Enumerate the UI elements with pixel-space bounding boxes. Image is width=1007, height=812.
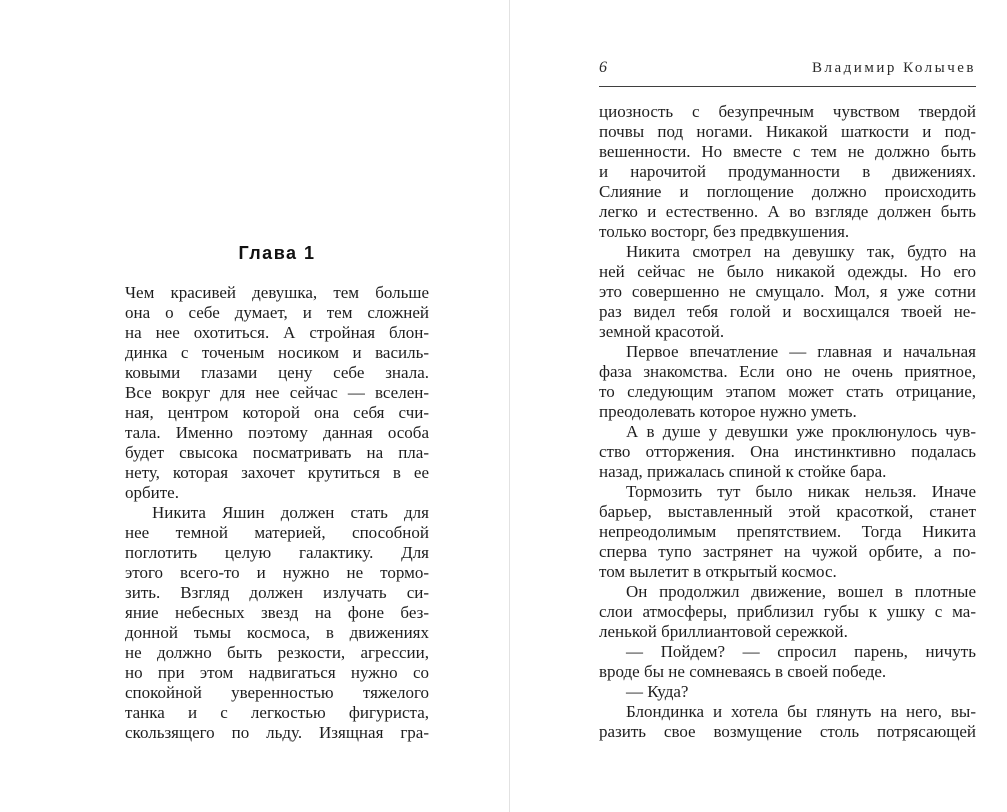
text-line: нету, которая захочет крутиться в ее <box>125 463 429 482</box>
paragraph <box>599 342 976 422</box>
text-line: назад, прижалась спиной к стойке бара. <box>599 462 887 481</box>
text-line: почвы под ногами. Никакой шаткости и под- <box>599 122 976 141</box>
text-line: Никита смотрел на девушку так, будто на <box>626 242 976 261</box>
text-line: Слияние и поглощение должно происходить <box>599 182 976 201</box>
running-title: Владимир Колычев <box>812 60 976 76</box>
text-line: фаза знакомства. Если оно не очень приятное, <box>599 362 976 381</box>
text-line: яние небесных звезд на фоне без- <box>125 603 429 622</box>
left-page-text <box>125 283 429 743</box>
text-line: Никита Яшин должен стать для <box>152 503 429 522</box>
text-line: донной тьмы космоса, в движениях <box>125 623 429 642</box>
text-line: непреодолимым препятствием. Тогда Никита <box>599 522 976 541</box>
text-line: динка с точеным носиком и василь- <box>125 343 429 362</box>
paragraph <box>125 503 429 743</box>
running-header <box>599 59 976 79</box>
text-line: вроде бы не сомневаясь в своей победе. <box>599 662 887 681</box>
text-line: Все вокруг для нее сейчас — вселен- <box>125 383 429 402</box>
text-line: преодолевать которое нужно уметь. <box>599 402 857 421</box>
paragraph <box>599 102 976 242</box>
text-line: поглотить целую галактику. Для <box>125 543 429 562</box>
text-line: зить. Взгляд должен излучать си- <box>125 583 429 602</box>
text-line: слои атмосферы, приблизил губы к ушку с ма- <box>599 602 976 621</box>
paragraph <box>599 642 976 682</box>
text-line: Тормозить тут было никак нельзя. Иначе <box>626 482 976 501</box>
paragraph <box>599 682 976 702</box>
text-line: ковыми глазами цену себе знала. <box>125 363 429 382</box>
text-line: ленькой бриллиантовой сережкой. <box>599 622 848 641</box>
text-line: вешенности. Но вместе с тем не должно быть <box>599 142 976 161</box>
text-line: она о себе думает, и тем сложней <box>125 303 429 322</box>
text-line: том вылетит в открытый космос. <box>599 562 837 581</box>
text-line: циозность с безупречным чувством твердой <box>599 102 976 121</box>
text-line: этого всего-то и нужно не тормо- <box>125 563 429 582</box>
text-line: и нарочитой продуманности в движениях. <box>599 162 976 181</box>
text-line: Он продолжил движение, вошел в плотные <box>626 582 976 601</box>
text-line: нее темной материей, способной <box>125 523 429 542</box>
text-line: не должно быть резкости, агрессии, <box>125 643 429 662</box>
text-line: — Куда? <box>626 682 689 701</box>
left-page <box>125 243 429 743</box>
text-line: будет свысока посматривать на пла- <box>125 443 429 462</box>
text-line: скользящего по льду. Изящная гра- <box>125 723 429 742</box>
text-line: ная, центром которой она себя счи- <box>125 403 429 422</box>
text-line: Чем красивей девушка, тем больше <box>125 283 429 302</box>
text-line: земной красотой. <box>599 322 725 341</box>
text-line: сперва тупо застрянет на чужой орбите, а по- <box>599 542 976 561</box>
paragraph <box>599 482 976 582</box>
paragraph <box>599 582 976 642</box>
right-page <box>599 59 976 742</box>
text-line: танка и с легкостью фигуриста, <box>125 703 429 722</box>
text-line: только восторг, без предвкушения. <box>599 222 850 241</box>
text-line: тала. Именно поэтому данная особа <box>125 423 429 442</box>
text-line: спокойной уверенностью тяжелого <box>125 683 429 702</box>
text-line: раз видел тебя голой и восхищался твоей не- <box>599 302 976 321</box>
paragraph <box>599 242 976 342</box>
text-line: — Пойдем? — спросил парень, ничуть <box>626 642 976 661</box>
text-line: орбите. <box>125 483 179 502</box>
text-line: Блондинка и хотела бы глянуть на него, вы- <box>626 702 976 721</box>
text-line: ней сейчас не было никакой одежды. Но его <box>599 262 976 281</box>
text-line: но при этом надвигаться нужно со <box>125 663 429 682</box>
paragraph <box>599 422 976 482</box>
text-line: то следующим этапом может стать отрицание, <box>599 382 976 401</box>
paragraph <box>599 702 976 742</box>
chapter-heading: Глава 1 <box>238 243 316 263</box>
right-page-text <box>599 102 976 742</box>
text-line: легко и естественно. А во взгляде должен быть <box>599 202 976 221</box>
page-number: 6 <box>599 59 607 76</box>
text-line: ство отторжения. Она инстинктивно подалась <box>599 442 976 461</box>
text-line: разить свое возмущение столь потрясающей <box>599 722 976 741</box>
text-line: Первое впечатление — главная и начальная <box>626 342 976 361</box>
text-line: на нее охотиться. А стройная блон- <box>125 323 429 342</box>
page-divider <box>509 0 510 812</box>
text-line: это совершенно не смущало. Мол, я уже сотни <box>599 282 976 301</box>
header-rule <box>599 86 976 87</box>
text-line: А в душе у девушки уже проклюнулось чув- <box>626 422 976 441</box>
paragraph <box>125 283 429 503</box>
text-line: барьер, выставленный этой красоткой, станет <box>599 502 976 521</box>
